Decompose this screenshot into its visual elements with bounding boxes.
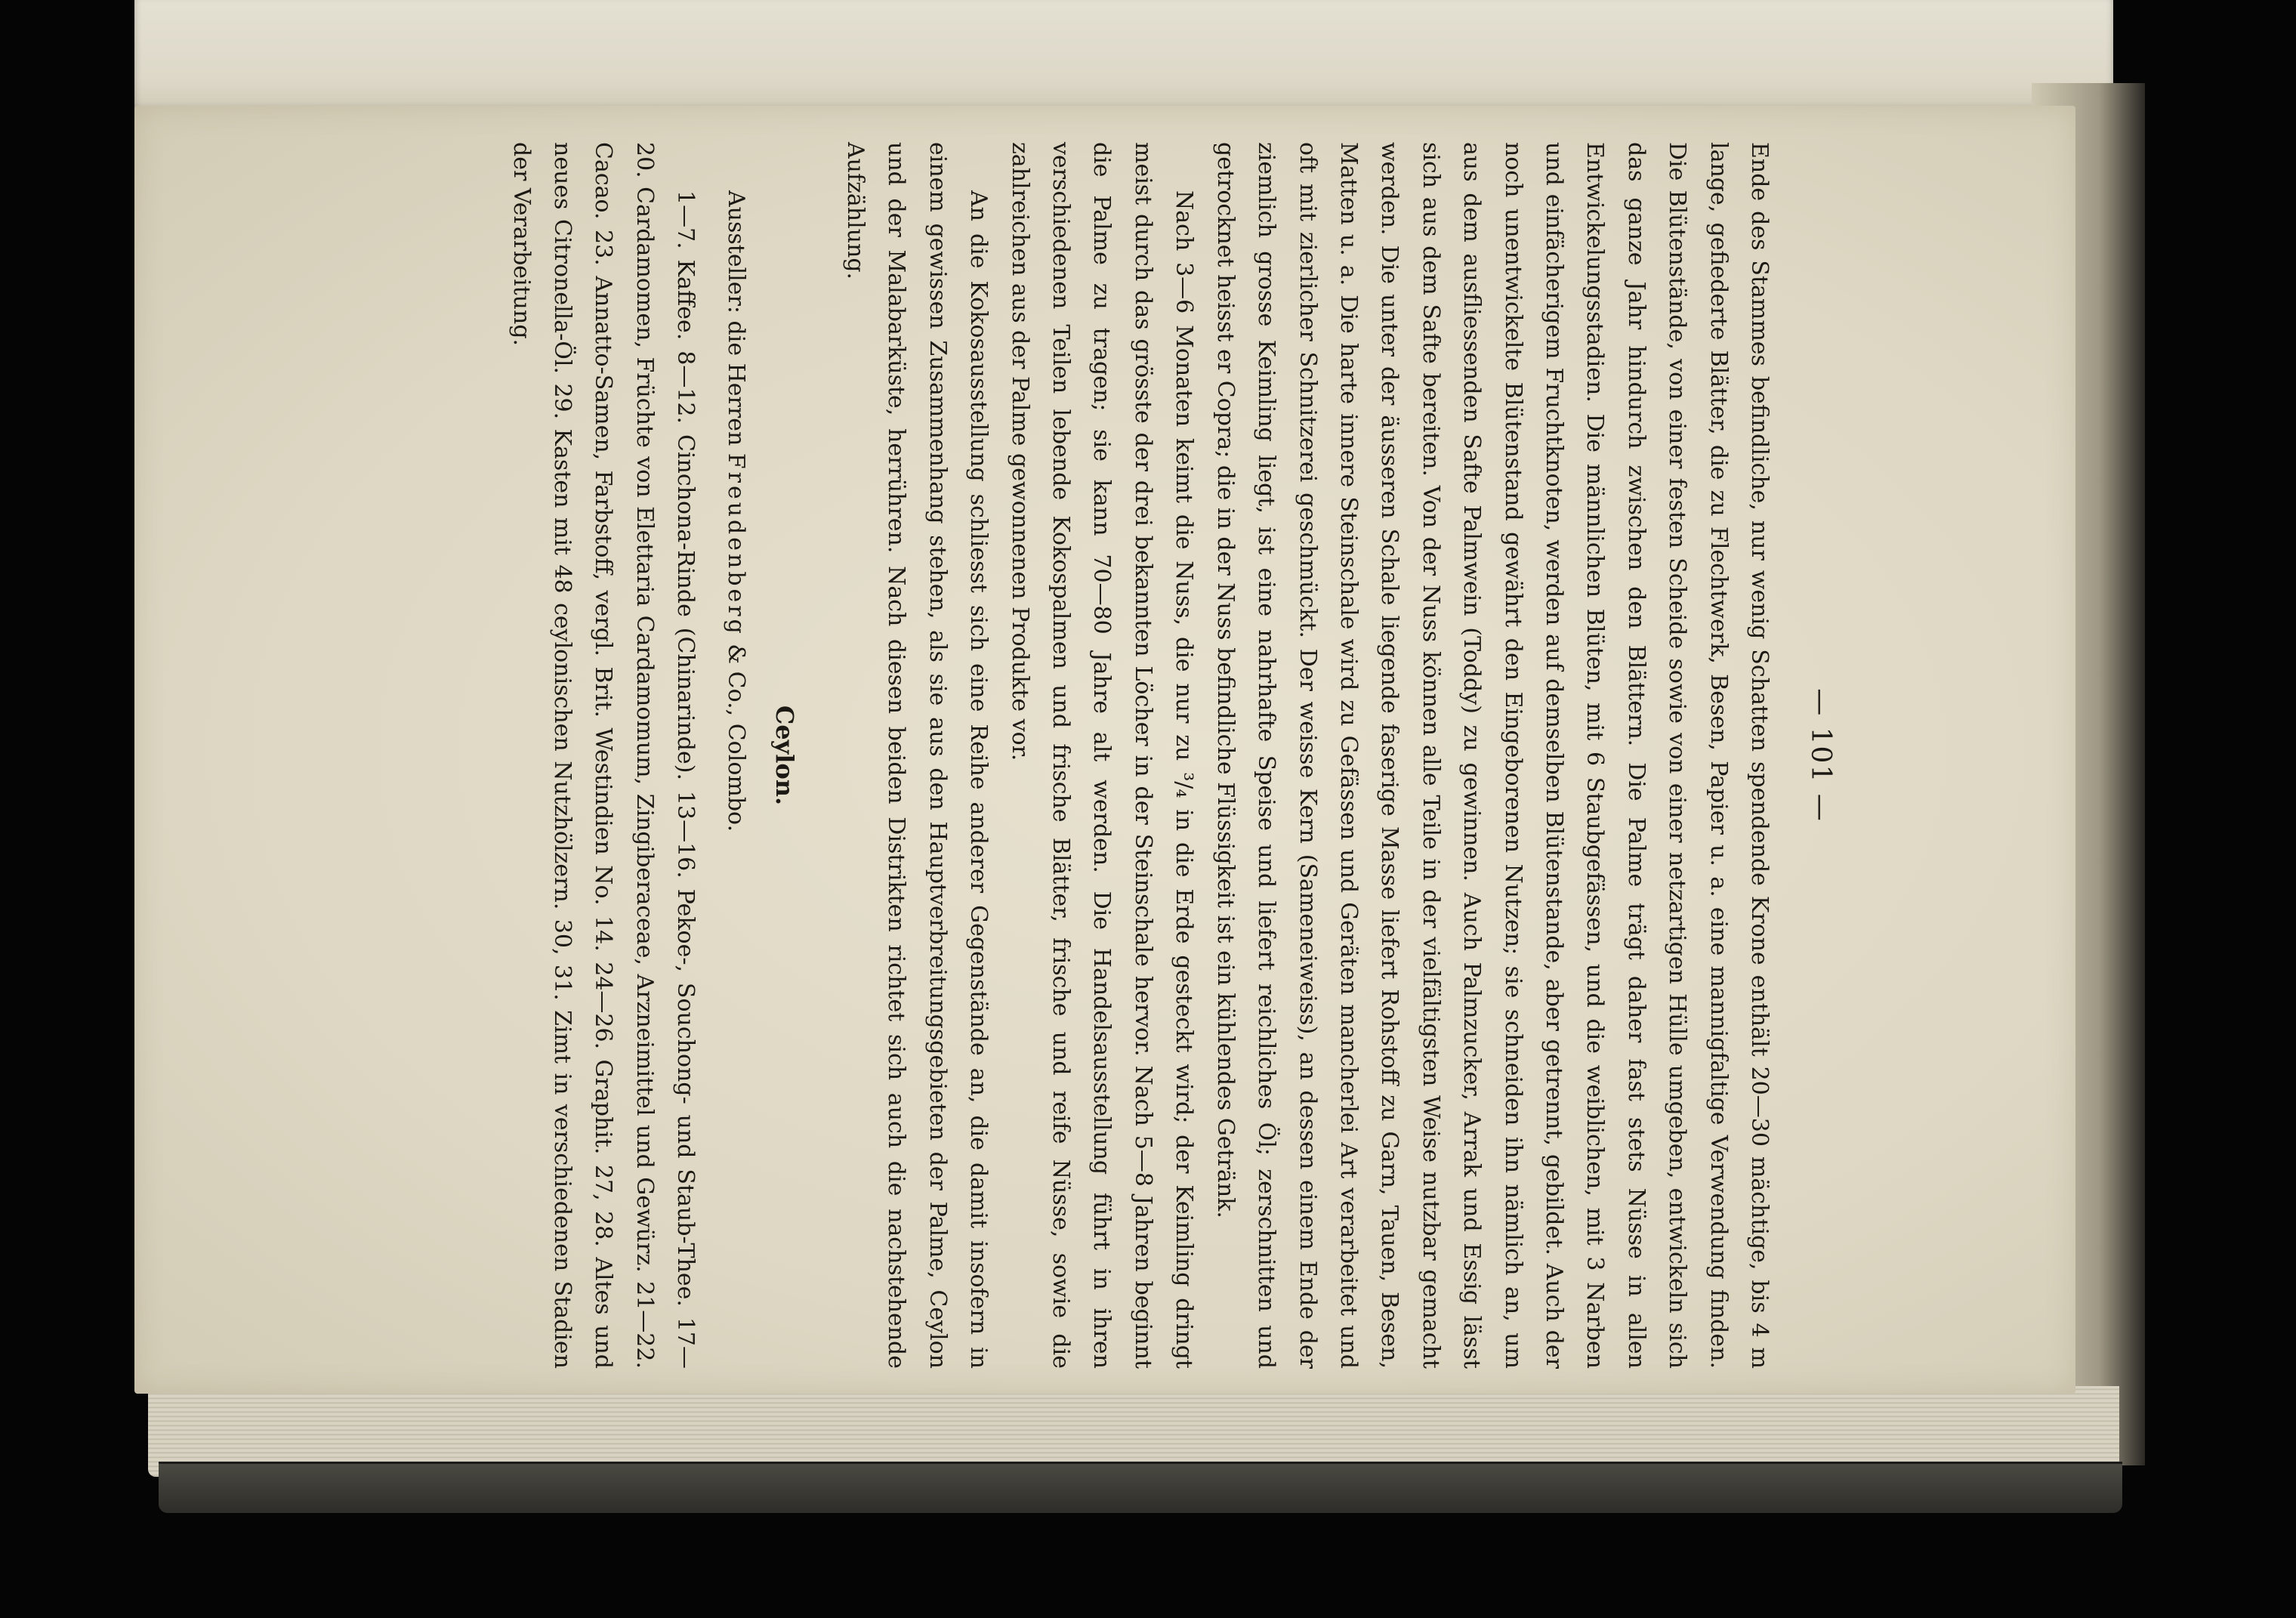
page-number: — 101 — <box>1805 688 1836 823</box>
exhibitor-prefix: Aussteller: die Herren <box>722 190 749 446</box>
exhibit-items-list: 1—7. Kaffee. 8—12. Cinchona-Rinde (Chinarinde). 13—16. Pekoe-, Souchong- und Staub-Thee. 17—20. Cardamomen, Früchte von Elettaria Cardamomum, Zingiberaceae, Arzneimittel und Gewürz. 21—22. Cacao. 23. Annatto-Samen, Farbstoff, vergl. Brit. Westindien No. 14. 24—26. Graphit. 27, 28. Altes und neues Citronella-Öl. 29. Kasten mit 48 ceylonischen Nutzhölzern. 30, 31. Zimt in verschiedenen Stadien der Verarbeitung. <box>508 142 699 1369</box>
exhibitor-name: Freudenberg <box>722 452 749 637</box>
paragraph-coconut-palm: Ende des Stammes befindliche, nur wenig Schatten spendende Krone enthält 20—30 mächtige, bis 4 m lange, gefiederte Blätter, die zu Flechtwerk, Besen, Papier u. a. eine mannigfaltige Verwendung finden. Die Blütenstände, von einer festen Scheide sowie von einer netzartigen Hülle umgeben, entwickeln sich das ganze Jahr hindurch zwischen den Blättern. Die Palme trägt daher fast stets Nüsse in allen Entwickelungsstadien. Die männlichen Blüten, mit 6 Staubgefässen, und die weiblichen, mit 3 Narben und einfächerigem Fruchtknoten, werden auf demselben Blütenstande, aber getrennt, gebildet. Auch der noch unentwickelte Blütenstand gewährt den Eingeborenen Nutzen; sie schneiden ihn nämlich an, um aus dem ausfliessenden Safte Palmwein (Toddy) zu gewinnen. Auch Palmzucker, Arrak und Essig lässt sich aus dem Safte bereiten. Von der Nuss können alle Teile in der vielfältigsten Weise nutzbar gemacht werden. Die unter der äusseren Schale liegende faserige Masse liefert Rohstoff zu Garn, Tauen, Besen, Matten u. a. Die harte innere Steinschale wird zu Gefässen und Geräten mancherlei Art verarbeitet und oft mit zierlicher Schnitzerei geschmückt. Der weisse Kern (Sameneiweiss), an dessen einem Ende der ziemlich grosse Keimling liegt, ist eine nahrhafte Speise und liefert reichliches Öl; zerschnitten und getrocknet heisst er Copra; die in der Nuss befindliche Flüssigkeit ist ein kühlendes Getränk. <box>1211 142 1773 1369</box>
page-text-block <box>331 121 1856 1390</box>
exhibitor-suffix: & Co., Colombo. <box>722 644 749 832</box>
paragraph-germination: Nach 3—6 Monaten keimt die Nuss, die nur zu ³/₄ in die Erde gesteckt wird; der Keimling dringt meist durch das grösste der drei bekannten Löcher in der Steinschale hervor. Nach 5—8 Jahren beginnt die Palme zu tragen; sie kann 70—80 Jahre alt werden. Die Handelsausstellung führt in ihren verschiedenen Teilen lebende Kokospalmen und frische Blätter, frische und reife Nüsse, sowie die zahlreichen aus der Palme gewonnenen Produkte vor. <box>1006 142 1198 1369</box>
top-page-edge <box>134 0 2113 113</box>
book-page <box>134 106 2075 1394</box>
section-heading-ceylon: Ceylon. <box>770 705 799 806</box>
exhibitor-line <box>714 142 755 1369</box>
paragraph-exhibition: An die Kokosausstellung schliesst sich eine Reihe anderer Gegenstände an, die damit insofern in einem gewissen Zusammenhang stehen, als sie aus den Hauptverbreitungsgebieten der Palme, Ceylon und der Malabarküste, herrühren. Nach diesen beiden Distrikten richtet sich auch die nachstehende Aufzählung. <box>842 142 992 1369</box>
book-cover-edge <box>159 1462 2122 1513</box>
